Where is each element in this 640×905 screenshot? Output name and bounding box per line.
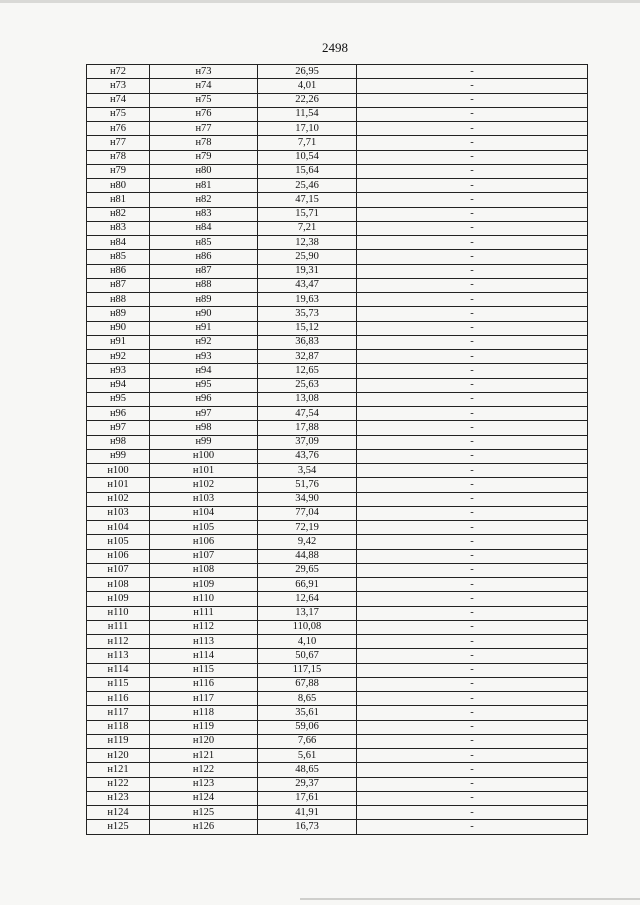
table-row [87,620,588,634]
table-row [87,264,588,278]
table-row [87,535,588,549]
note-cell: - [357,179,588,193]
note-cell: - [357,791,588,805]
start-point-cell: н89 [87,307,150,321]
table-row [87,578,588,592]
end-point-cell: н102 [150,478,258,492]
table-row [87,649,588,663]
table-row [87,364,588,378]
start-point-cell: н84 [87,236,150,250]
end-point-cell: н101 [150,464,258,478]
end-point-cell: н80 [150,164,258,178]
table-row [87,635,588,649]
note-cell: - [357,307,588,321]
table-row [87,378,588,392]
table-row [87,321,588,335]
start-point-cell: н82 [87,207,150,221]
length-cell: 7,21 [258,221,357,235]
start-point-cell: н107 [87,563,150,577]
end-point-cell: н87 [150,264,258,278]
start-point-cell: н121 [87,763,150,777]
table-row [87,449,588,463]
start-point-cell: н75 [87,107,150,121]
start-point-cell: н78 [87,150,150,164]
end-point-cell: н83 [150,207,258,221]
end-point-cell: н74 [150,79,258,93]
end-point-cell: н81 [150,179,258,193]
length-cell: 51,76 [258,478,357,492]
start-point-cell: н103 [87,506,150,520]
length-cell: 43,47 [258,278,357,292]
length-cell: 47,54 [258,407,357,421]
length-cell: 19,31 [258,264,357,278]
length-cell: 50,67 [258,649,357,663]
start-point-cell: н114 [87,663,150,677]
start-point-cell: н93 [87,364,150,378]
table-row [87,592,588,606]
table-row [87,136,588,150]
note-cell: - [357,65,588,79]
length-cell: 12,64 [258,592,357,606]
end-point-cell: н84 [150,221,258,235]
length-cell: 16,73 [258,820,357,834]
start-point-cell: н86 [87,264,150,278]
length-cell: 11,54 [258,107,357,121]
table-row [87,179,588,193]
note-cell: - [357,107,588,121]
length-cell: 48,65 [258,763,357,777]
length-cell: 43,76 [258,449,357,463]
length-cell: 17,88 [258,421,357,435]
length-cell: 5,61 [258,749,357,763]
table-row [87,478,588,492]
start-point-cell: н118 [87,720,150,734]
end-point-cell: н78 [150,136,258,150]
table-row [87,763,588,777]
length-cell: 15,71 [258,207,357,221]
page-bottom-edge [300,898,640,900]
end-point-cell: н113 [150,635,258,649]
start-point-cell: н117 [87,706,150,720]
table-row [87,122,588,136]
table-row [87,706,588,720]
note-cell: - [357,578,588,592]
end-point-cell: н108 [150,563,258,577]
table-row [87,464,588,478]
start-point-cell: н76 [87,122,150,136]
start-point-cell: н74 [87,93,150,107]
length-cell: 17,61 [258,791,357,805]
length-cell: 12,38 [258,236,357,250]
end-point-cell: н126 [150,820,258,834]
note-cell: - [357,820,588,834]
note-cell: - [357,321,588,335]
length-cell: 26,95 [258,65,357,79]
note-cell: - [357,435,588,449]
note-cell: - [357,79,588,93]
start-point-cell: н96 [87,407,150,421]
end-point-cell: н89 [150,293,258,307]
length-cell: 13,17 [258,606,357,620]
note-cell: - [357,521,588,535]
end-point-cell: н79 [150,150,258,164]
start-point-cell: н102 [87,492,150,506]
end-point-cell: н104 [150,506,258,520]
start-point-cell: н109 [87,592,150,606]
note-cell: - [357,492,588,506]
length-cell: 17,10 [258,122,357,136]
end-point-cell: н125 [150,806,258,820]
start-point-cell: н105 [87,535,150,549]
end-point-cell: н110 [150,592,258,606]
note-cell: - [357,335,588,349]
start-point-cell: н113 [87,649,150,663]
length-cell: 15,64 [258,164,357,178]
table-row [87,65,588,79]
length-cell: 12,65 [258,364,357,378]
start-point-cell: н87 [87,278,150,292]
note-cell: - [357,549,588,563]
end-point-cell: н100 [150,449,258,463]
table-row [87,492,588,506]
table-row [87,79,588,93]
end-point-cell: н99 [150,435,258,449]
table-row [87,677,588,691]
end-point-cell: н109 [150,578,258,592]
length-cell: 117,15 [258,663,357,677]
length-cell: 7,66 [258,734,357,748]
note-cell: - [357,193,588,207]
note-cell: - [357,150,588,164]
note-cell: - [357,392,588,406]
end-point-cell: н112 [150,620,258,634]
page-top-edge [0,0,640,3]
start-point-cell: н77 [87,136,150,150]
table-row [87,307,588,321]
table-row [87,435,588,449]
table-row [87,193,588,207]
end-point-cell: н107 [150,549,258,563]
note-cell: - [357,563,588,577]
length-cell: 41,91 [258,806,357,820]
length-cell: 29,65 [258,563,357,577]
end-point-cell: н82 [150,193,258,207]
start-point-cell: н72 [87,65,150,79]
length-cell: 25,90 [258,250,357,264]
start-point-cell: н112 [87,635,150,649]
length-cell: 35,61 [258,706,357,720]
table-row [87,164,588,178]
start-point-cell: н95 [87,392,150,406]
start-point-cell: н123 [87,791,150,805]
note-cell: - [357,535,588,549]
length-cell: 35,73 [258,307,357,321]
end-point-cell: н115 [150,663,258,677]
start-point-cell: н125 [87,820,150,834]
length-cell: 10,54 [258,150,357,164]
length-cell: 19,63 [258,293,357,307]
length-cell: 34,90 [258,492,357,506]
note-cell: - [357,692,588,706]
table-row [87,777,588,791]
length-cell: 72,19 [258,521,357,535]
end-point-cell: н119 [150,720,258,734]
note-cell: - [357,236,588,250]
start-point-cell: н124 [87,806,150,820]
table-row [87,278,588,292]
length-cell: 32,87 [258,350,357,364]
end-point-cell: н117 [150,692,258,706]
length-cell: 8,65 [258,692,357,706]
end-point-cell: н121 [150,749,258,763]
note-cell: - [357,720,588,734]
end-point-cell: н118 [150,706,258,720]
note-cell: - [357,407,588,421]
table-row [87,392,588,406]
length-cell: 4,01 [258,79,357,93]
note-cell: - [357,378,588,392]
start-point-cell: н101 [87,478,150,492]
length-cell: 25,63 [258,378,357,392]
start-point-cell: н110 [87,606,150,620]
table-row [87,791,588,805]
end-point-cell: н76 [150,107,258,121]
table-row [87,506,588,520]
length-cell: 13,08 [258,392,357,406]
note-cell: - [357,264,588,278]
note-cell: - [357,364,588,378]
length-cell: 110,08 [258,620,357,634]
note-cell: - [357,635,588,649]
end-point-cell: н86 [150,250,258,264]
table-row [87,820,588,834]
length-cell: 22,26 [258,93,357,107]
length-cell: 29,37 [258,777,357,791]
start-point-cell: н91 [87,335,150,349]
note-cell: - [357,734,588,748]
start-point-cell: н94 [87,378,150,392]
note-cell: - [357,449,588,463]
length-cell: 4,10 [258,635,357,649]
note-cell: - [357,293,588,307]
end-point-cell: н106 [150,535,258,549]
length-cell: 67,88 [258,677,357,691]
end-point-cell: н77 [150,122,258,136]
start-point-cell: н83 [87,221,150,235]
start-point-cell: н79 [87,164,150,178]
note-cell: - [357,207,588,221]
end-point-cell: н116 [150,677,258,691]
note-cell: - [357,649,588,663]
end-point-cell: н75 [150,93,258,107]
note-cell: - [357,421,588,435]
table-row [87,207,588,221]
start-point-cell: н122 [87,777,150,791]
table-row [87,407,588,421]
note-cell: - [357,806,588,820]
note-cell: - [357,221,588,235]
note-cell: - [357,620,588,634]
end-point-cell: н73 [150,65,258,79]
end-point-cell: н94 [150,364,258,378]
end-point-cell: н111 [150,606,258,620]
table-row [87,749,588,763]
start-point-cell: н85 [87,250,150,264]
end-point-cell: н114 [150,649,258,663]
table-row [87,421,588,435]
length-cell: 47,15 [258,193,357,207]
note-cell: - [357,749,588,763]
note-cell: - [357,606,588,620]
start-point-cell: н104 [87,521,150,535]
end-point-cell: н120 [150,734,258,748]
table-row [87,806,588,820]
start-point-cell: н115 [87,677,150,691]
table-row [87,350,588,364]
table-row [87,250,588,264]
length-cell: 59,06 [258,720,357,734]
end-point-cell: н92 [150,335,258,349]
length-cell: 37,09 [258,435,357,449]
end-point-cell: н91 [150,321,258,335]
start-point-cell: н106 [87,549,150,563]
start-point-cell: н116 [87,692,150,706]
end-point-cell: н98 [150,421,258,435]
table-row [87,549,588,563]
note-cell: - [357,278,588,292]
start-point-cell: н108 [87,578,150,592]
note-cell: - [357,506,588,520]
note-cell: - [357,777,588,791]
note-cell: - [357,164,588,178]
end-point-cell: н103 [150,492,258,506]
note-cell: - [357,677,588,691]
start-point-cell: н81 [87,193,150,207]
table-body [87,65,588,835]
start-point-cell: н111 [87,620,150,634]
length-cell: 36,83 [258,335,357,349]
length-cell: 66,91 [258,578,357,592]
start-point-cell: н73 [87,79,150,93]
start-point-cell: н100 [87,464,150,478]
end-point-cell: н124 [150,791,258,805]
start-point-cell: н119 [87,734,150,748]
table-row [87,521,588,535]
table-row [87,107,588,121]
boundary-segments-table [86,64,588,835]
table-row [87,335,588,349]
end-point-cell: н105 [150,521,258,535]
table-row [87,663,588,677]
table-row [87,221,588,235]
length-cell: 44,88 [258,549,357,563]
start-point-cell: н80 [87,179,150,193]
note-cell: - [357,350,588,364]
start-point-cell: н92 [87,350,150,364]
table-row [87,734,588,748]
end-point-cell: н90 [150,307,258,321]
table-row [87,236,588,250]
end-point-cell: н85 [150,236,258,250]
length-cell: 15,12 [258,321,357,335]
start-point-cell: н88 [87,293,150,307]
start-point-cell: н120 [87,749,150,763]
end-point-cell: н93 [150,350,258,364]
length-cell: 77,04 [258,506,357,520]
table-row [87,293,588,307]
page-number: 2498 [322,40,348,55]
table-row [87,606,588,620]
note-cell: - [357,663,588,677]
note-cell: - [357,122,588,136]
note-cell: - [357,93,588,107]
note-cell: - [357,478,588,492]
note-cell: - [357,592,588,606]
note-cell: - [357,136,588,150]
note-cell: - [357,763,588,777]
length-cell: 3,54 [258,464,357,478]
note-cell: - [357,706,588,720]
end-point-cell: н95 [150,378,258,392]
end-point-cell: н96 [150,392,258,406]
note-cell: - [357,464,588,478]
table-row [87,563,588,577]
note-cell: - [357,250,588,264]
start-point-cell: н97 [87,421,150,435]
start-point-cell: н90 [87,321,150,335]
length-cell: 25,46 [258,179,357,193]
table-row [87,720,588,734]
length-cell: 7,71 [258,136,357,150]
length-cell: 9,42 [258,535,357,549]
end-point-cell: н88 [150,278,258,292]
end-point-cell: н97 [150,407,258,421]
table-row [87,692,588,706]
end-point-cell: н123 [150,777,258,791]
start-point-cell: н98 [87,435,150,449]
table-row [87,93,588,107]
table-row [87,150,588,164]
end-point-cell: н122 [150,763,258,777]
start-point-cell: н99 [87,449,150,463]
